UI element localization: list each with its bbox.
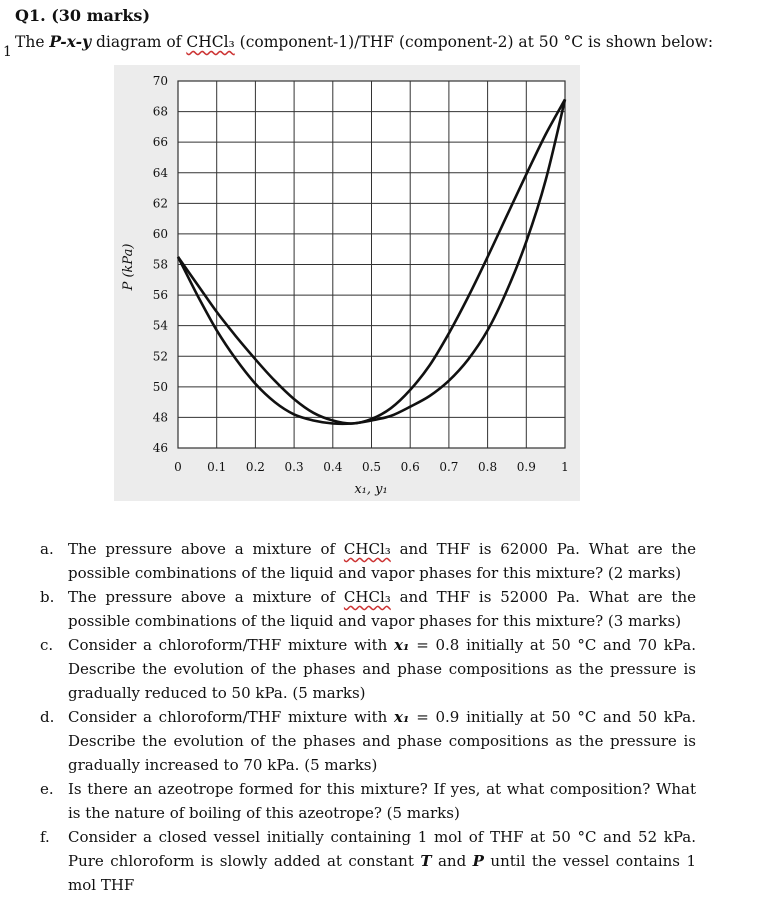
question-d bbox=[36, 705, 696, 777]
q-text: Consider a chloroform/THF mixture with bbox=[68, 636, 394, 654]
y-tick-label: 68 bbox=[152, 104, 168, 119]
question-title: Q1. (30 marks) bbox=[15, 6, 151, 25]
q-letter: f. bbox=[40, 828, 50, 846]
y-axis-label: P (kPa) bbox=[121, 243, 136, 291]
x-tick-label: 0.9 bbox=[516, 460, 536, 474]
q-text: and bbox=[431, 852, 473, 870]
q-text: = 0.9 initially at 50 °C and 50 kPa. Describe the evolution of the phases and phase compositions as the pressure is gradually increased to 70 kPa. (5 marks) bbox=[68, 708, 696, 774]
y-tick-label: 56 bbox=[152, 288, 168, 303]
x-tick-labels bbox=[174, 460, 569, 474]
q-chem: CHCl₃ bbox=[343, 588, 391, 606]
q-letter: c. bbox=[40, 636, 54, 654]
q-var: x₁ bbox=[393, 636, 410, 654]
y-tick-label: 50 bbox=[152, 379, 168, 394]
pxy-chart bbox=[114, 65, 580, 501]
question-c bbox=[36, 633, 696, 705]
y-tick-label: 48 bbox=[152, 410, 168, 425]
intro-mid: diagram of bbox=[91, 33, 187, 51]
y-tick-label: 46 bbox=[152, 441, 168, 455]
y-tick-label: 58 bbox=[152, 257, 168, 272]
q-text: The pressure above a mixture of bbox=[68, 588, 344, 606]
intro-chem: CHCl₃ bbox=[186, 33, 235, 51]
q-text: and THF is 52000 Pa. What are the possible combinations of the liquid and vapor phases for this mixture? (3 marks) bbox=[68, 588, 696, 630]
grid-lines bbox=[178, 81, 565, 448]
x-tick-label: 0.4 bbox=[323, 460, 343, 474]
q-text: Consider a closed vessel initially containing 1 mol of THF at 50 °C and 52 kPa. Pure chloroform is slowly added at constant bbox=[68, 828, 696, 870]
q-var: P bbox=[472, 852, 484, 870]
q-text: Consider a chloroform/THF mixture with bbox=[68, 708, 394, 726]
y-tick-label: 66 bbox=[152, 135, 168, 150]
question-a bbox=[36, 537, 696, 585]
y-tick-label: 62 bbox=[152, 196, 168, 211]
q-var: x₁ bbox=[393, 708, 410, 726]
x-tick-label: 0.1 bbox=[207, 460, 227, 474]
q-text: = 0.8 initially at 50 °C and 70 kPa. Describe the evolution of the phases and phase compositions as the pressure is gradually reduced to 50 kPa. (5 marks) bbox=[68, 636, 696, 702]
q-chem: CHCl₃ bbox=[343, 540, 391, 558]
q-letter: b. bbox=[40, 588, 55, 606]
chart-svg bbox=[114, 65, 580, 501]
intro-pre: The bbox=[15, 33, 50, 51]
intro-post: (component-1)/THF (component-2) at 50 °C is shown below: bbox=[234, 33, 714, 51]
y-tick-label: 60 bbox=[152, 226, 168, 241]
x-tick-label: 0.8 bbox=[478, 460, 498, 474]
x-tick-label: 0.6 bbox=[400, 460, 420, 474]
intro-text bbox=[15, 32, 713, 51]
intro-pxy: P-x-y bbox=[49, 32, 92, 51]
q-text: until the vessel contains 1 mol THF bbox=[68, 852, 696, 894]
question-b bbox=[36, 585, 696, 633]
x-tick-label: 0.2 bbox=[245, 460, 265, 474]
q-text: and THF is 62000 Pa. What are the possible combinations of the liquid and vapor phases for this mixture? (2 marks) bbox=[68, 540, 696, 582]
margin-mark: 1 bbox=[3, 44, 12, 60]
y-tick-labels bbox=[153, 74, 169, 455]
q-text: The pressure above a mixture of bbox=[68, 540, 344, 558]
question-e bbox=[36, 777, 696, 825]
question-list bbox=[36, 537, 696, 897]
q-letter: d. bbox=[40, 708, 55, 726]
y-tick-label: 52 bbox=[152, 349, 168, 364]
x-tick-label: 1 bbox=[561, 460, 569, 474]
x-tick-label: 0.7 bbox=[439, 460, 459, 474]
q-var: T bbox=[420, 852, 432, 870]
y-tick-label: 54 bbox=[152, 318, 168, 333]
y-tick-label: 64 bbox=[152, 165, 168, 180]
x-tick-label: 0.3 bbox=[284, 460, 304, 474]
q-letter: a. bbox=[40, 540, 54, 558]
y-tick-label: 70 bbox=[152, 74, 168, 88]
q-letter: e. bbox=[40, 780, 54, 798]
x-tick-label: 0.5 bbox=[361, 460, 382, 474]
x-tick-label: 0 bbox=[174, 460, 182, 474]
x-axis-label: x₁, y₁ bbox=[354, 482, 388, 497]
question-f bbox=[36, 825, 696, 897]
q-text: Is there an azeotrope formed for this mixture? If yes, at what composition? What is the nature of boiling of this azeotrope? (5 marks) bbox=[68, 780, 696, 822]
